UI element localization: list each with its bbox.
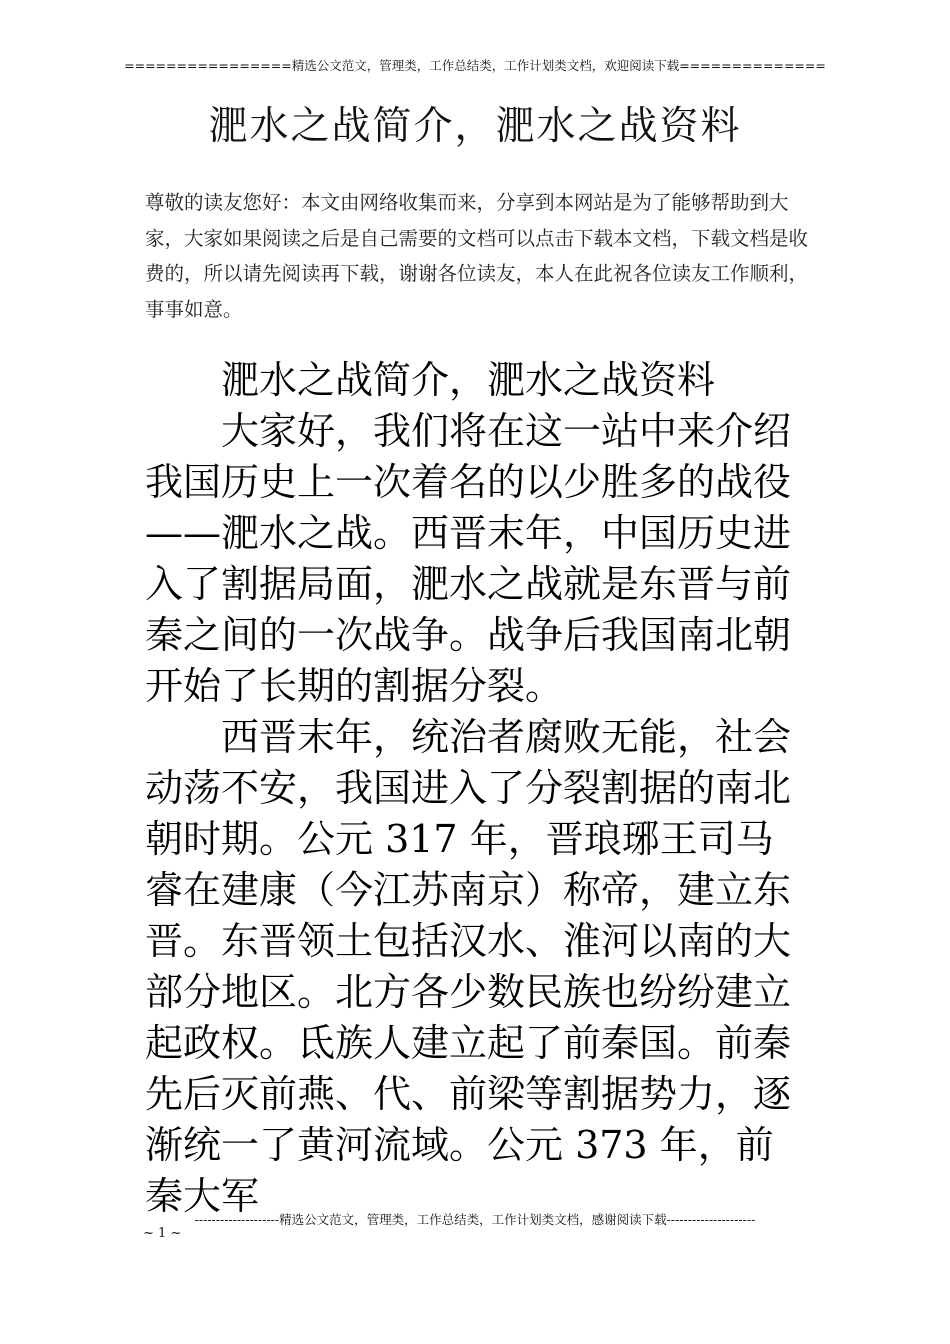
article-heading: 淝水之战简介，淝水之战资料 [221, 358, 716, 402]
footer-banner: --------------------精选公文范文，管理类，工作总结类，工作计划类文档，感谢阅读下载--------------------- [194, 1212, 756, 1227]
article-paragraph: 大家好，我们将在这一站中来介绍我国历史上一次着名的以少胜多的战役——淝水之战。西晋末年，中国历史进入了割据局面，淝水之战就是东晋与前秦之间的一次战争。战争后我国南北朝开始了长期的割据分裂。 [145, 409, 792, 708]
header-banner: ================精选公文范文，管理类，工作总结类，工作计划类文档，欢迎阅读下载============== [124, 58, 826, 73]
reader-notice: 尊敬的读友您好：本文由网络收集而来，分享到本网站是为了能够帮助到大家，大家如果阅读之后是自己需要的文档可以点击下载本文档，下载文档是收费的，所以请先阅读再下载，谢谢各位读友，本人在此祝各位读友工作顺利，事事如意。 [145, 191, 809, 321]
article-paragraph: 西晋末年，统治者腐败无能，社会动荡不安，我国进入了分裂割据的南北朝时期。公元 317 年，晋琅琊王司马睿在建康（今江苏南京）称帝，建立东晋。东晋领土包括汉水、淮河以南的大部分地区。北方各少数民族也纷纷建立起政权。氐族人建立起了前秦国。前秦先后灭前燕、代、前梁等割据势力，逐渐统一了黄河流域。公元 373 年，前秦大军 [145, 715, 792, 1218]
article-body [145, 355, 810, 1222]
page-number: ~ 1 ~ [143, 1226, 182, 1241]
document-title: 淝水之战简介，淝水之战资料 [208, 104, 742, 149]
